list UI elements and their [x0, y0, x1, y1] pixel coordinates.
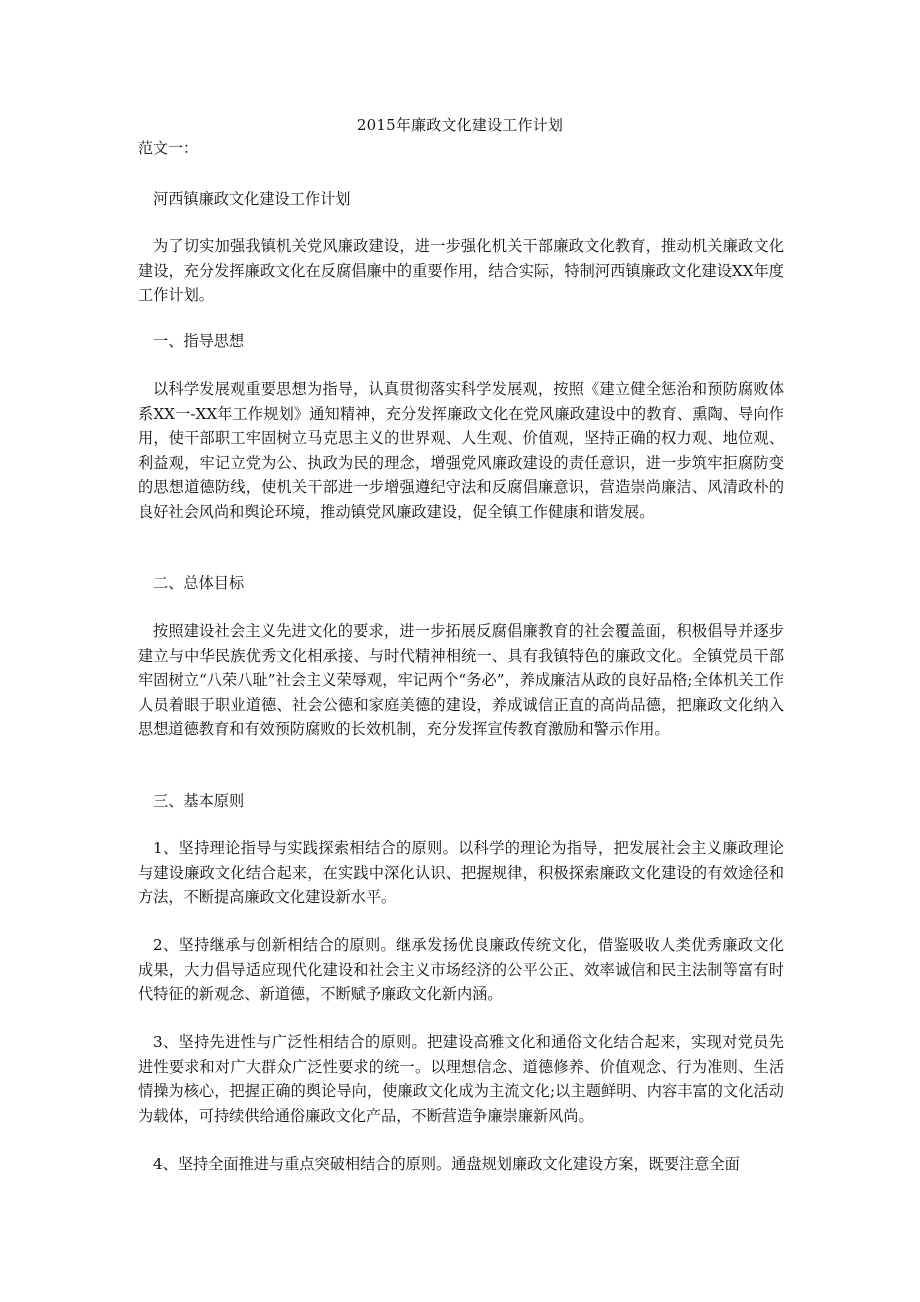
section-heading-overall-goal: 二、总体目标 — [153, 574, 245, 592]
principle-paragraph-1: 1、坚持理论指导与实践探索相结合的原则。以科学的理论为指导，把发展社会主义廉政理论与建设廉政文化结合起来，在实践中深化认识、把握规律，积极探索廉政文化建设的有效途径和方法，不断提高廉政文化建设新水平。 — [138, 839, 784, 907]
principle-paragraph-3: 3、坚持先进性与广泛性相结合的原则。把建设高雅文化和通俗文化结合起来，实现对党员先进性要求和对广大群众广泛性要求的统一。以理想信念、道德修养、价值观念、行为准则、生活情操为核心，把握正确的舆论导向，使廉政文化成为主流文化;以主题鲜明、内容丰富的文化活动为载体，可持续供给通俗廉政文化产品，不断营造争廉崇廉新风尚。 — [138, 1033, 784, 1125]
overall-goal-paragraph: 按照建设社会主义先进文化的要求，进一步拓展反腐倡廉教育的社会覆盖面，积极倡导并逐步建立与中华民族优秀文化相承接、与时代精神相统一、具有我镇特色的廉政文化。全镇党员干部牢固树立“八荣八耻”社会主义荣辱观，牢记两个“务必”，养成廉洁从政的良好品格;全体机关工作人员着眼于职业道德、社会公德和家庭美德的建设，养成诚信正直的高尚品德，把廉政文化纳入思想道德教育和有效预防腐败的长效机制，充分发挥宣传教育激励和警示作用。 — [138, 622, 784, 739]
principle-paragraph-4: 4、坚持全面推进与重点突破相结合的原则。通盘规划廉政文化建设方案，既要注意全面 — [153, 1155, 740, 1173]
plan-subtitle: 河西镇廉政文化建设工作计划 — [153, 190, 351, 208]
sample-label: 范文一： — [138, 139, 199, 157]
guiding-ideology-paragraph: 以科学发展观重要思想为指导，认真贯彻落实科学发展观，按照《建立健全惩治和预防腐败体系XX一-XX年工作规划》通知精神，充分发挥廉政文化在党风廉政建设中的教育、熏陶、导向作用，使干部职工牢固树立马克思主义的世界观、人生观、价值观，坚持正确的权力观、地位观、利益观，牢记立党为公、执政为民的理念，增强党风廉政建设的责任意识，进一步筑牢拒腐防变的思想道德防线，使机关干部进一步增强遵纪守法和反腐倡廉意识，营造崇尚廉洁、风清政朴的良好社会风尚和舆论环境，推动镇党风廉政建设，促全镇工作健康和谐发展。 — [138, 380, 784, 521]
section-heading-basic-principles: 三、基本原则 — [153, 792, 245, 810]
principle-paragraph-2: 2、坚持继承与创新相结合的原则。继承发扬优良廉政传统文化，借鉴吸收人类优秀廉政文化成果，大力倡导适应现代化建设和社会主义市场经济的公平公正、效率诚信和民主法制等富有时代特征的新观念、新道德，不断赋予廉政文化新内涵。 — [138, 936, 784, 1004]
document-title: 2015年廉政文化建设工作计划 — [356, 116, 564, 134]
section-heading-guiding-ideology: 一、指导思想 — [153, 332, 245, 350]
intro-paragraph: 为了切实加强我镇机关党风廉政建设，进一步强化机关干部廉政文化教育，推动机关廉政文化建设，充分发挥廉政文化在反腐倡廉中的重要作用，结合实际，特制河西镇廉政文化建设XX年度工作计划。 — [138, 237, 784, 305]
